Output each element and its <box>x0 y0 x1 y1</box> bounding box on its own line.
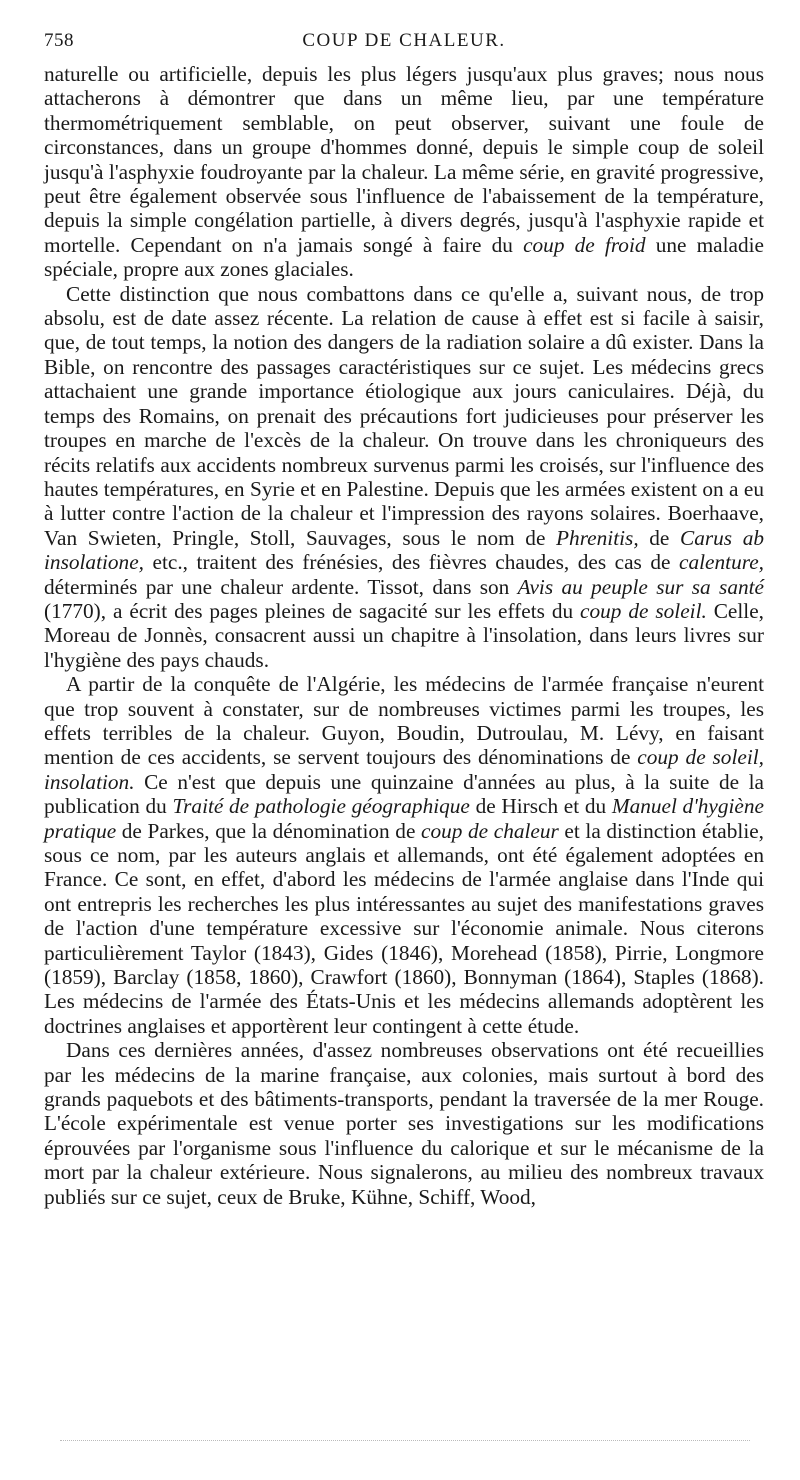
italic-text: coup de soleil. <box>580 598 707 623</box>
italic-text: Traité de pathologie géographique <box>172 794 470 819</box>
text-run: Cette distinction que nous combattons dans ce qu'elle a, suivant nous, de trop absolu, est de date assez récente. La relation de cause à effet est si facile à saisir, que, de tout temps, la notion des dangers de la radiation solaire a dû exister. Dans la Bible, on rencontre des passages caractéristiques sur ce sujet. Les médecins grecs attachaient une grande importance étiologique aux jours caniculaires. Déjà, du temps des Romains, on prenait des précautions fort judicieuses pour préserver les troupes en marche de l'excès de la chaleur. On trouve dans les chroniqueurs des récits relatifs aux accidents nombreux survenus parmi les croisés, sur l'influence des hautes températures, en Syrie et en Palestine. Depuis que les armées existent on a eu à lutter contre l'action de la chaleur et l'impression des rayons solaires. Boerhaave, Van Swieten, Pringle, Stoll, Sauvages, sous le nom de <box>44 281 764 550</box>
text-run: de <box>638 525 680 550</box>
text-run: A partir de la conquête de l'Algérie, les médecins de l'armée française n'eurent que trop souvent à constater, sur de nombreuses victimes parmi les troupes, les effets terribles de la chaleur. Guyon, Boudin, Dutroulau, M. Lévy, en faisant mention de ces accidents, se servent toujours des dénominations de <box>44 672 764 770</box>
italic-text: Carus ab insolatione, <box>44 525 764 575</box>
text-run: de Hirsch et du <box>469 794 612 819</box>
italic-text: Manuel d'hygiène pratique <box>44 794 764 843</box>
text-run: etc., traitent des frénésies, des fièvres chaudes, des cas de <box>143 550 680 575</box>
text-run: et la distinction établie, sous ce nom, par les auteurs anglais et allemands, ont été également adoptées en France. Ce sont, en effet, d'abord les médecins de l'armée anglaise dans l'Inde qui ont entrepris les recherches les plus intéressantes au sujet des manifestations graves de l'action d'une température excessive sur l'économie animale. Nous citerons particulièrement Taylor (1843), Gides (1846), Morehead (1858), Pirrie, Longmore (1859), Barclay (1858, 1860), Crawfort (1860), Bonnyman (1864), Staples (1868). Les médecins de l'armée des États-Unis et les médecins allemands adoptèrent les doctrines anglaises et apportèrent leur contingent à cette étude. <box>44 818 765 1038</box>
text-run: naturelle ou artificielle, depuis les plus légers jusqu'aux plus graves; nous nous attacherons à démontrer que dans un même lieu, par une température thermométriquement semblable, on peut observer, suivant une foule de circonstances, dans un groupe d'hommes donné, depuis le simple coup de soleil jusqu'à l'asphyxie foudroyante par la chaleur. La même série, en gravité progressive, peut être également observée sous l'influence de l'abaissement de la température, depuis la simple congélation partielle, à divers degrés, jusqu'à l'asphyxie rapide et mortelle. Cependant on n'a jamais songé à faire du <box>44 62 764 257</box>
italic-text: Avis au peuple sur sa santé <box>517 574 764 599</box>
text-run: Ce n'est que depuis une quinzaine d'années au plus, à la suite de la publication du <box>44 769 764 819</box>
text-run: (1770), a écrit des pages pleines de sagacité sur les effets du <box>44 598 581 623</box>
running-title: COUP DE CHALEUR. <box>302 30 506 51</box>
text-run: Dans ces dernières années, d'assez nombreuses observations ont été recueillies par les médecins de la marine française, aux colonies, mais surtout à bord des grands paquebots et des bâtiments-transports, pendant la traversée de la mer Rouge. L'école expérimentale est venue porter ses investigations sur les modifications éprouvées par l'organisme sous l'influence du calorique et sur le mécanisme de la mort par la chaleur extérieure. Nous signalerons, au milieu des nombreux travaux publiés sur ce sujet, ceux de Bruke, Kühne, Schiff, Wood, <box>44 1038 764 1209</box>
text-run: une maladie spéciale, propre aux zones glaciales. <box>44 232 765 282</box>
book-page <box>44 26 764 1209</box>
text-run: de Parkes, que la dénomination de <box>116 818 422 843</box>
paragraph <box>44 1038 764 1209</box>
page-number: 758 <box>44 30 74 51</box>
paragraph <box>44 62 764 282</box>
italic-text: coup de froid <box>523 232 646 257</box>
italic-text: calenture, <box>679 550 764 575</box>
paragraph <box>44 672 764 1038</box>
italic-text: coup de chaleur <box>421 818 559 843</box>
text-run: déterminés par une chaleur ardente. Tissot, dans son <box>44 574 518 599</box>
running-header <box>44 26 764 62</box>
body-text <box>44 62 764 1209</box>
paragraph <box>44 282 764 673</box>
italic-text: Phrenitis, <box>556 525 639 550</box>
italic-text: coup de soleil, insolation. <box>44 745 764 794</box>
text-run: Celle, Moreau de Jonnès, consacrent aussi un chapitre à l'insolation, dans leurs livres sur l'hygiène des pays chauds. <box>44 598 764 672</box>
bottom-dotted-line <box>60 1440 750 1441</box>
